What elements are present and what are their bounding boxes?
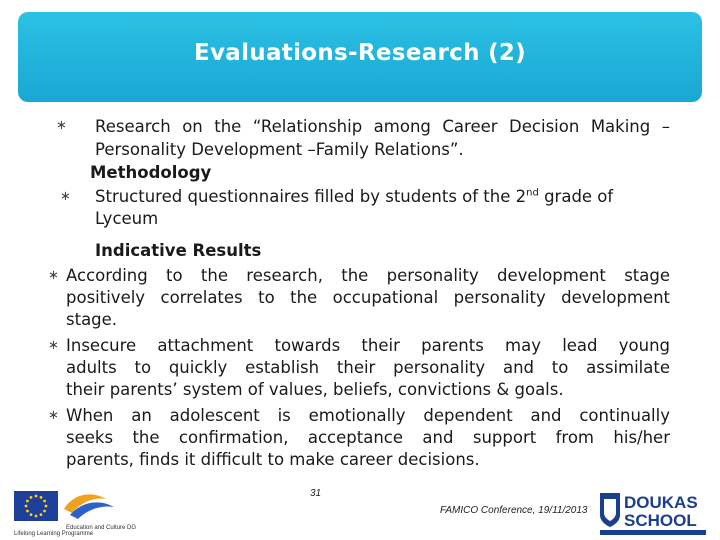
doukas-school-logo <box>598 487 708 537</box>
research-line-2: Personality Development –Family Relations”. <box>95 140 464 159</box>
bullet-icon: ∗ <box>48 408 59 423</box>
research-line-1: Research on the “Relationship among Career Decision Making – <box>95 117 670 136</box>
page-number: 31 <box>310 488 322 499</box>
result-3-line-3: parents, finds it difficult to make career decisions. <box>66 450 480 469</box>
bullet-icon: ∗ <box>60 189 71 204</box>
methodology-heading: Methodology <box>90 163 212 182</box>
result-3-line-1: When an adolescent is emotionally dependent and continually <box>66 406 670 425</box>
result-2-line-2: adults to quickly establish their personality and to assimilate <box>66 358 670 377</box>
eu-logo-text-1: Education and Culture DG <box>66 525 137 531</box>
result-1-line-3: stage. <box>66 310 118 329</box>
result-2-line-3: their parents’ system of values, beliefs, convictions & goals. <box>66 380 564 399</box>
result-1-line-1: According to the research, the personality development stage <box>66 266 670 285</box>
eu-logo-text-2: Lifelong Learning Programme <box>14 531 94 537</box>
result-1-line-2: positively correlates to the occupational personality development <box>66 288 670 307</box>
result-2-line-1: Insecure attachment towards their parents may lead young <box>66 336 670 355</box>
methodology-line-1: Structured questionnaires filled by students of the 2nd grade of <box>95 187 614 206</box>
result-3-line-2: seeks the confirmation, acceptance and support from his/her <box>66 428 670 447</box>
methodology-line-2: Lyceum <box>95 209 159 228</box>
bullet-icon: ∗ <box>48 338 59 353</box>
conference-footer: FAMICO Conference, 19/11/2013 <box>440 505 588 516</box>
bullet-icon: ∗ <box>56 118 67 133</box>
results-heading: Indicative Results <box>95 241 262 260</box>
doukas-text-1: DOUKAS <box>624 493 698 512</box>
doukas-text-2: SCHOOL <box>624 511 697 530</box>
slide-title: Evaluations-Research (2) <box>194 40 526 66</box>
eu-lifelong-learning-logo <box>14 489 154 537</box>
bullet-icon: ∗ <box>48 268 59 283</box>
